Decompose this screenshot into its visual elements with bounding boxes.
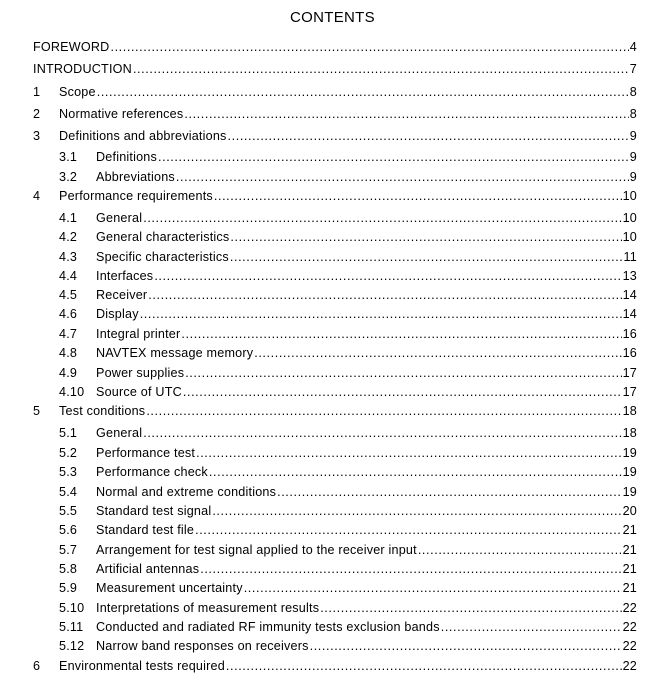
toc-leader-dots (143, 426, 621, 440)
toc-entry-number: 5.3 (59, 465, 78, 479)
toc-entry-number: 4.6 (59, 307, 78, 321)
toc-entry[interactable] (59, 327, 637, 343)
toc-entry-number: 6 (33, 659, 41, 673)
toc-entry-number: 5.10 (59, 601, 85, 615)
toc-leader-dots (185, 366, 621, 380)
toc-entry-page: 14 (622, 288, 637, 302)
toc-leader-dots (226, 659, 622, 673)
toc-entry-page: 9 (629, 129, 637, 143)
toc-leader-dots (181, 327, 621, 341)
toc-entry-label: Standard test file (96, 523, 195, 537)
toc-entry-number: 4.5 (59, 288, 78, 302)
toc-entry[interactable] (33, 659, 637, 675)
toc-entry[interactable] (59, 581, 637, 597)
toc-entry-number: 3 (33, 129, 41, 143)
toc-leader-dots (230, 250, 623, 264)
toc-entry-number: 5.2 (59, 446, 78, 460)
toc-entry-label: Interfaces (96, 269, 154, 283)
toc-leader-dots (146, 404, 621, 418)
toc-entry[interactable] (59, 269, 637, 285)
toc-entry[interactable] (33, 189, 637, 205)
toc-leader-dots (196, 446, 621, 460)
toc-leader-dots (277, 485, 621, 499)
toc-entry-label: Interpretations of measurement results (96, 601, 320, 615)
toc-leader-dots (418, 543, 622, 557)
toc-entry-number: 4.1 (59, 211, 78, 225)
toc-entry-number: 5.9 (59, 581, 78, 595)
toc-entry-page: 19 (622, 446, 637, 460)
toc-entry-number: 5.12 (59, 639, 85, 653)
toc-entry-label: General (96, 426, 143, 440)
toc-leader-dots (230, 230, 621, 244)
toc-entry-label: Artificial antennas (96, 562, 200, 576)
toc-entry-label: Abbreviations (96, 170, 175, 184)
toc-entry-page: 18 (622, 404, 637, 418)
toc-entry-label: Power supplies (96, 366, 185, 380)
toc-entry-label: General characteristics (96, 230, 230, 244)
toc-entry-label: General (96, 211, 143, 225)
toc-entry-label: Performance test (96, 446, 196, 460)
toc-entry-page: 7 (629, 62, 637, 76)
toc-leader-dots (254, 346, 621, 360)
toc-entry-number: 1 (33, 85, 41, 99)
toc-entry[interactable] (59, 543, 637, 559)
toc-leader-dots (184, 107, 628, 121)
toc-entry-page: 21 (622, 581, 637, 595)
toc-entry-label: INTRODUCTION (33, 62, 132, 76)
toc-entry-label: Receiver (96, 288, 148, 302)
toc-entry[interactable] (33, 404, 637, 420)
toc-entry-number: 5.7 (59, 543, 78, 557)
toc-entry-page: 22 (622, 659, 637, 673)
toc-entry-label: Performance requirements (59, 189, 213, 203)
toc-entry[interactable] (59, 562, 637, 578)
toc-entry-page: 10 (622, 189, 637, 203)
toc-entry-page: 10 (622, 230, 637, 244)
toc-entry-page: 17 (622, 366, 637, 380)
toc-leader-dots (441, 620, 622, 634)
toc-entry[interactable] (59, 230, 637, 246)
toc-entry-page: 20 (622, 504, 637, 518)
toc-leader-dots (158, 150, 629, 164)
toc-entry[interactable] (59, 346, 637, 362)
toc-leader-dots (148, 288, 621, 302)
toc-entry-label: Test conditions (59, 404, 146, 418)
toc-entry[interactable] (59, 250, 637, 266)
toc-entry[interactable] (33, 40, 637, 56)
toc-entry[interactable] (33, 107, 637, 123)
toc-entry-page: 14 (622, 307, 637, 321)
toc-entry-page: 18 (622, 426, 637, 440)
toc-entry-page: 21 (622, 523, 637, 537)
toc-entry-number: 5.5 (59, 504, 78, 518)
toc-entry-label: Performance check (96, 465, 208, 479)
toc-entry[interactable] (59, 446, 637, 462)
toc-entry-label: Integral printer (96, 327, 181, 341)
toc-leader-dots (320, 601, 621, 615)
toc-entry-number: 5 (33, 404, 41, 418)
toc-entry-number: 3.1 (59, 150, 78, 164)
toc-entry-label: Definitions (96, 150, 157, 164)
toc-entry-label: FOREWORD (33, 40, 110, 54)
toc-entry-page: 22 (622, 601, 637, 615)
toc-entry-label: NAVTEX message memory (96, 346, 254, 360)
toc-leader-dots (228, 129, 629, 143)
toc-entry-label: Environmental tests required (59, 659, 225, 673)
toc-entry[interactable] (59, 150, 637, 166)
toc-entry[interactable] (59, 465, 637, 481)
toc-entry-label: Conducted and radiated RF immunity tests exclusion bands (96, 620, 440, 634)
toc-entry-page: 19 (622, 465, 637, 479)
toc-entry-number: 5.11 (59, 620, 84, 634)
toc-entry-label: Arrangement for test signal applied to the receiver input (96, 543, 417, 557)
toc-entry[interactable] (59, 170, 637, 186)
toc-entry-label: Source of UTC (96, 385, 182, 399)
toc-entry-number: 4.2 (59, 230, 78, 244)
toc-entry-page: 22 (622, 639, 637, 653)
toc-entry-page: 9 (629, 150, 637, 164)
toc-leader-dots (195, 523, 621, 537)
page-title: CONTENTS (290, 9, 375, 26)
toc-entry-label: Scope (59, 85, 96, 99)
toc-entry-label: Normative references (59, 107, 184, 121)
toc-entry[interactable] (33, 85, 637, 101)
toc-entry[interactable] (59, 288, 637, 304)
toc-entry-number: 5.8 (59, 562, 78, 576)
toc-entry[interactable] (59, 620, 637, 636)
toc-entry-page: 8 (629, 85, 637, 99)
toc-entry[interactable] (33, 62, 637, 78)
toc-entry-page: 9 (629, 170, 637, 184)
toc-entry-number: 4.8 (59, 346, 78, 360)
toc-entry-number: 4.10 (59, 385, 85, 399)
toc-entry-label: Narrow band responses on receivers (96, 639, 309, 653)
toc-entry-label: Definitions and abbreviations (59, 129, 227, 143)
toc-entry-number: 3.2 (59, 170, 78, 184)
toc-entry[interactable] (59, 426, 637, 442)
toc-entry[interactable] (59, 366, 637, 382)
toc-entry-page: 16 (622, 346, 637, 360)
toc-entry[interactable] (59, 307, 637, 323)
toc-leader-dots (143, 211, 621, 225)
toc-entry-number: 4.4 (59, 269, 78, 283)
toc-entry-page: 16 (622, 327, 637, 341)
toc-entry[interactable] (59, 211, 637, 227)
toc-leader-dots (154, 269, 621, 283)
toc-leader-dots (200, 562, 621, 576)
toc-entry[interactable] (33, 129, 637, 145)
toc-entry-page: 21 (622, 543, 637, 557)
toc-entry[interactable] (59, 504, 637, 520)
toc-entry-page: 10 (622, 211, 637, 225)
toc-entry-label: Display (96, 307, 139, 321)
toc-entry[interactable] (59, 639, 637, 655)
toc-entry-number: 4.9 (59, 366, 78, 380)
toc-entry-page: 13 (622, 269, 637, 283)
toc-leader-dots (140, 307, 622, 321)
toc-entry-label: Normal and extreme conditions (96, 485, 277, 499)
toc-leader-dots (244, 581, 622, 595)
toc-entry-number: 5.1 (59, 426, 78, 440)
toc-entry-page: 17 (622, 385, 637, 399)
toc-entry-number: 5.6 (59, 523, 78, 537)
toc-entry-number: 4.7 (59, 327, 78, 341)
toc-entry[interactable] (59, 601, 637, 617)
toc-entry-page: 22 (622, 620, 637, 634)
toc-leader-dots (183, 385, 622, 399)
toc-entry-number: 4 (33, 189, 41, 203)
toc-leader-dots (110, 40, 628, 54)
toc-entry-number: 5.4 (59, 485, 78, 499)
toc-entry-page: 4 (629, 40, 637, 54)
toc-entry-label: Specific characteristics (96, 250, 229, 264)
toc-entry-cut-off (33, 680, 637, 696)
toc-entry[interactable] (59, 485, 637, 501)
toc-entry-page: 19 (622, 485, 637, 499)
toc-entry-number: 4.3 (59, 250, 78, 264)
toc-entry-page: 21 (622, 562, 637, 576)
toc-leader-dots (97, 85, 629, 99)
toc-leader-dots (133, 62, 629, 76)
toc-leader-dots (212, 504, 621, 518)
toc-entry[interactable] (59, 523, 637, 539)
toc-entry-number: 2 (33, 107, 41, 121)
toc-entry-label: Measurement uncertainty (96, 581, 243, 595)
toc-entry[interactable] (59, 385, 637, 401)
toc-entry-page: 8 (629, 107, 637, 121)
toc-leader-dots (209, 465, 622, 479)
toc-leader-dots (214, 189, 622, 203)
toc-leader-dots (176, 170, 629, 184)
toc-leader-dots (310, 639, 622, 653)
toc-entry-page: 11 (623, 250, 637, 264)
toc-entry-label: Standard test signal (96, 504, 212, 518)
